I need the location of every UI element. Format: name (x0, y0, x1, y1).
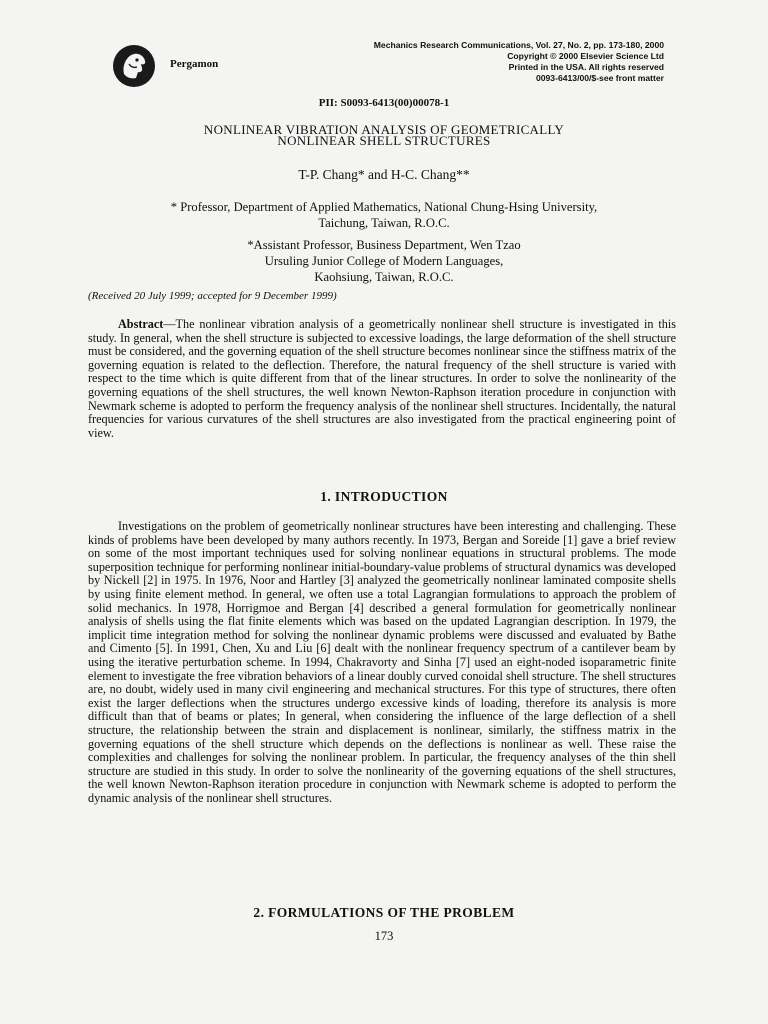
pii-identifier: PII: S0093-6413(00)00078-1 (318, 97, 450, 109)
page-number: 173 (374, 929, 394, 943)
issn-line: 0093-6413/00/$-see front matter (535, 73, 664, 83)
received-date: (Received 20 July 1999; accepted for 9 December 1999) (88, 290, 337, 302)
pergamon-logo-icon (112, 44, 156, 88)
paper-title (130, 124, 638, 146)
affiliation-2-line-1: *Assistant Professor, Business Department, Wen Tzao (247, 238, 521, 252)
title-line-2: NONLINEAR SHELL STRUCTURES (277, 133, 491, 148)
abstract-label: Abstract (118, 317, 164, 331)
title-line-1: NONLINEAR VIBRATION ANALYSIS OF GEOMETRICALLY (203, 122, 565, 137)
affiliation-1-line-1: * Professor, Department of Applied Mathematics, National Chung-Hsing University, (170, 200, 598, 214)
affiliation-2 (0, 237, 768, 285)
journal-info (344, 40, 664, 84)
affiliation-1-line-2: Taichung, Taiwan, R.O.C. (318, 216, 450, 230)
introduction-body (88, 520, 676, 805)
affiliation-2-line-2: Ursuling Junior College of Modern Languages, (264, 254, 504, 268)
abstract (88, 318, 676, 440)
affiliation-2-line-3: Kaohsiung, Taiwan, R.O.C. (314, 270, 454, 284)
journal-citation: Mechanics Research Communications, Vol. 27, No. 2, pp. 173-180, 2000 (373, 40, 664, 50)
introduction-paragraph: Investigations on the problem of geometrically nonlinear structures have been interesting and challenging. These kinds of problems have been developed by many authors recently. In 1973, Bergan and Soreide [1] gave a brief review on some of the most important techniques used for solving nonlinear equations in structural problems. The mode superposition technique for performing nonlinear initial-boundary-value problems of structural dynamics was developed by Nickell [2] in 1975. In 1976, Noor and Hartley [3] analyzed the geometrically nonlinear laminated composite shells by using finite element method. In general, we often use a total Lagrangian formulations to approach the problem of solid mechanics. In 1978, Horrigmoe and Bergan [4] described a general formulation for geometrically nonlinear analysis of shells using the flat finite elements which was based on the updated Lagrangian description. In 1979, the implicit time integration method for solving the nonlinear dynamic problems were discussed and evaluated by Bathe and Cimento [5]. In 1991, Chen, Xu and Liu [6] dealt with the nonlinear frequency spectrum of a cantilever beam by using the iterative perturbation scheme. In 1994, Chakravorty and Sinha [7] used an eight-noded isoparametric finite element to investigate the free vibration behaviors of a linear doubly curved conoidal shell structure. The shell structures are, no doubt, widely used in many civil engineering and mechanical structures. For this type of structures, there often exist the larger deflections when the structures undergo excessive kinds of loading, therefore its analysis is more difficult than that of beams or plates; In general, when considering the influence of the large deflection of a shell structure, the relationship between the strain and displacement is nonlinear, similarly, the stiffness matrix in the governing equations of the shell structure which depends on the deflections is nonlinear as well. These raise the complexities and challenges for solving the nonlinear problem. In particular, the frequency analyses of the thin shell structure are studied in this study. In order to solve the nonlinearity of the governing equations of the shell structures, the well known Newton-Raphson iteration procedure in conjunction with Newmark scheme is adopted to perform the dynamic analysis of the nonlinear shell structures. (88, 519, 676, 805)
authors: T-P. Chang* and H-C. Chang** (298, 167, 470, 182)
section-heading-introduction: 1. INTRODUCTION (320, 489, 448, 504)
affiliation-1 (0, 199, 768, 231)
printed-line: Printed in the USA. All rights reserved (508, 62, 664, 72)
publisher-name: Pergamon (170, 58, 219, 70)
abstract-text: —The nonlinear vibration analysis of a geometrically nonlinear shell structure is investigated in this study. In general, when the shell structure is subjected to excessive loadings, the large deformation of the shell structure must be considered, and the governing equation of the shell structure becomes nonlinear since the stiffness matrix of the governing equation is related to the deflection. Therefore, the natural frequency of the shell structure is varied with respect to the time which is quite different from that of the linear structures. In order to solve the nonlinearity of the governing equations of the shell structures, the well known Newton-Raphson iteration procedure in conjunction with Newmark scheme is adopted to perform the frequency analysis of the nonlinear shell structures. Incidentally, the natural frequencies for various curvatures of the shell structures are also investigated from the practical engineering point of view. (88, 317, 676, 440)
copyright-line: Copyright © 2000 Elsevier Science Ltd (507, 51, 664, 61)
section-heading-formulations: 2. FORMULATIONS OF THE PROBLEM (253, 905, 515, 920)
